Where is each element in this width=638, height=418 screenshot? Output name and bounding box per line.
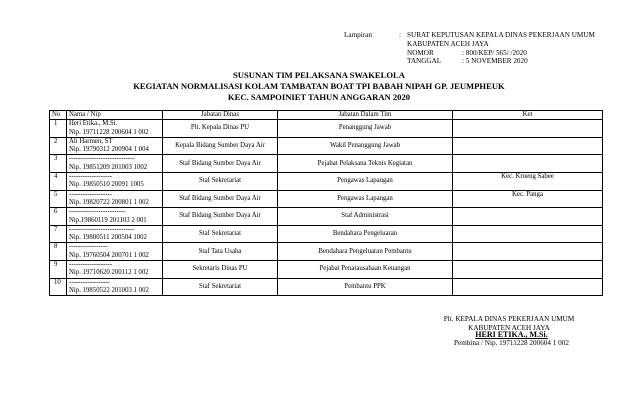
- signature-block: [424, 330, 599, 348]
- cell-no-text: 6: [54, 208, 58, 216]
- cell-no: [50, 261, 67, 279]
- cell-jabatan-tim-text: Pejabat Penatausahaan Keuangan: [319, 265, 411, 273]
- document-subtitle-2: KEC. SAMPOINIET TAHUN ANGGARAN 2020: [227, 92, 411, 102]
- table-row: [50, 225, 603, 243]
- cell-jabatan-tim: [278, 137, 453, 155]
- lampiran-block: [344, 31, 595, 66]
- cell-nama-nip-text-1: -----------------------------: [69, 225, 135, 233]
- cell-no-text: 10: [54, 278, 61, 286]
- cell-nama-nip: [67, 225, 163, 243]
- cell-no: [50, 173, 67, 191]
- cell-no-text: 5: [54, 190, 58, 198]
- cell-nama-nip: [67, 137, 163, 155]
- cell-no-text: 8: [54, 243, 58, 251]
- cell-nama-nip: [67, 208, 163, 226]
- cell-nama-nip-text-1: Heri Etika., M.Si.: [69, 120, 118, 128]
- cell-jabatan-dinas: [163, 137, 278, 155]
- table-header-row: [50, 111, 603, 120]
- cell-jabatan-dinas: [163, 278, 278, 296]
- cell-no-text: 1: [54, 120, 58, 128]
- signature-line1: Plt. KEPALA DINAS PEKERJAAN UMUM: [443, 315, 575, 323]
- table-row: [50, 190, 603, 208]
- table-row: [50, 155, 603, 173]
- cell-ket: [453, 225, 603, 243]
- cell-nama-nip: [67, 173, 163, 191]
- signature-line2: KABUPATEN ACEH JAYA: [468, 323, 550, 332]
- lampiran-separator: :: [399, 31, 401, 39]
- cell-jabatan-tim-text: Pengawas Lapangan: [337, 177, 393, 185]
- cell-jabatan-tim: [278, 190, 453, 208]
- cell-jabatan-tim-text: Pejabat Pelaksana Teknis Kegiatan: [317, 159, 413, 167]
- cell-jabatan-tim-text: Penanggung Jawab: [338, 124, 392, 132]
- cell-jabatan-tim: [278, 120, 453, 138]
- table-row: [50, 243, 603, 261]
- cell-jabatan-dinas: [163, 190, 278, 208]
- cell-jabatan-dinas: [163, 225, 278, 243]
- cell-jabatan-dinas: [163, 261, 278, 279]
- lampiran-title-line1: SURAT KEPUTUSAN KEPALA DINAS PEKERJAAN UMUM: [407, 31, 595, 39]
- header-nama: Nama / Nip: [67, 111, 163, 120]
- cell-jabatan-tim-text: Pembantu PPK: [344, 282, 386, 290]
- cell-nama-nip: [67, 278, 163, 296]
- nomor-label: NOMOR: [407, 48, 434, 57]
- cell-nama-nip-text-2: Nip. 19760504 200701 1 002: [69, 251, 149, 259]
- cell-jabatan-dinas-text: Plt. Kepala Dinas PU: [190, 124, 250, 132]
- cell-ket: [453, 243, 603, 261]
- header-jabatan-dinas: Jabatan Dinas: [163, 111, 278, 120]
- cell-no: [50, 190, 67, 208]
- cell-nama-nip-text-1: -----------------: [69, 243, 108, 251]
- cell-no-text: 3: [54, 155, 58, 163]
- table-body: [50, 120, 603, 296]
- cell-jabatan-tim-text: Staf Administrasi: [341, 212, 389, 220]
- cell-ket: [453, 173, 603, 191]
- document-title: SUSUNAN TIM PELAKSANA SWAKELOLA: [233, 70, 405, 80]
- cell-nama-nip-text-2: Nip. 19800511 200504 1002: [69, 234, 147, 242]
- table-row: [50, 278, 603, 296]
- cell-nama-nip: [67, 155, 163, 173]
- cell-nama-nip-text-2: Nip. 19711228 200604 1 002: [69, 128, 149, 136]
- cell-no: [50, 120, 67, 138]
- cell-no-text: 4: [54, 173, 58, 181]
- cell-jabatan-dinas-text: Staf Sekretariat: [198, 177, 242, 185]
- cell-no: [50, 208, 67, 226]
- cell-jabatan-dinas-text: Sekretaris Dinas PU: [192, 265, 248, 273]
- cell-jabatan-tim-text: Bendahara Pengeluaran: [332, 230, 398, 237]
- header-jabatan-tim: Jabatan Dalam Tim: [278, 111, 453, 120]
- cell-jabatan-dinas-text: Staf Sekretariat: [198, 282, 242, 290]
- cell-ket: [453, 261, 603, 279]
- cell-jabatan-dinas-text: Staf Tata Usaha: [198, 247, 242, 255]
- cell-ket-text: Kec. Krueng Sabee: [501, 173, 554, 181]
- cell-jabatan-tim-text: Pengawas Lapangan: [337, 194, 393, 202]
- header-ket: Ket: [453, 111, 603, 120]
- cell-nama-nip-text-2: Nip. 19850510 20091 1005: [69, 181, 144, 189]
- lampiran-title-line2: KABUPATEN ACEH JAYA: [407, 39, 489, 48]
- cell-no-text: 9: [54, 261, 58, 269]
- cell-no: [50, 243, 67, 261]
- cell-nama-nip-text-1: Ali Harmen, ST: [69, 137, 113, 145]
- nomor-value: : 800/KEP/ 565/ /2020: [462, 48, 527, 57]
- cell-nama-nip: [67, 261, 163, 279]
- cell-ket-text: Kec. Panga: [512, 190, 543, 198]
- cell-nama-nip-text-2: Nip. 19850522 201003 1 002: [69, 286, 149, 294]
- cell-jabatan-dinas-text: Staf Bidang Sumber Daya Air: [179, 194, 261, 202]
- cell-jabatan-dinas-text: Staf Bidang Sumber Daya Air: [179, 159, 261, 167]
- cell-no: [50, 137, 67, 155]
- cell-jabatan-tim: [278, 173, 453, 191]
- cell-jabatan-dinas-text: Staf Sekretariat: [198, 230, 242, 237]
- table-row: [50, 120, 603, 138]
- table-row: [50, 137, 603, 155]
- cell-nama-nip: [67, 190, 163, 208]
- cell-ket: [453, 278, 603, 296]
- cell-nama-nip-text-1: ------------------: [69, 278, 110, 286]
- cell-no-text: 2: [54, 137, 58, 145]
- cell-nama-nip-text-2: Nip. 19820722 200801 1 002: [69, 198, 149, 206]
- cell-no: [50, 155, 67, 173]
- cell-jabatan-dinas: [163, 120, 278, 138]
- cell-jabatan-tim: [278, 278, 453, 296]
- cell-nama-nip-text-2: Nip. 19710620 200112 1 002: [69, 269, 149, 277]
- cell-jabatan-tim-text: Wakil Penanggung Jawab: [329, 142, 401, 150]
- cell-jabatan-dinas: [163, 173, 278, 191]
- tanggal-label: TANGGAL: [407, 57, 442, 66]
- team-table: [49, 110, 603, 296]
- cell-ket: [453, 190, 603, 208]
- cell-no: [50, 278, 67, 296]
- cell-nama-nip-text-2: Nip.19860119 201103 2 001: [69, 216, 147, 224]
- cell-jabatan-dinas: [163, 155, 278, 173]
- signatory-name: HERI ETIKA., M.Si.: [475, 330, 548, 339]
- cell-ket: [453, 155, 603, 173]
- cell-jabatan-dinas: [163, 243, 278, 261]
- cell-ket: [453, 137, 603, 155]
- cell-nama-nip-text-1: -------------------------: [69, 208, 126, 216]
- cell-nama-nip-text-1: -------------------: [69, 190, 113, 198]
- header-no: No: [50, 111, 67, 120]
- cell-nama-nip: [67, 120, 163, 138]
- cell-ket: [453, 120, 603, 138]
- table-row: [50, 173, 603, 191]
- cell-nama-nip: [67, 243, 163, 261]
- cell-nama-nip-text-1: -------------------: [69, 261, 113, 269]
- cell-nama-nip-text-2: Nip. 19851209 201003 1002: [69, 163, 148, 171]
- cell-jabatan-tim-text: Bendahara Pengeluaran Pembantu: [318, 247, 412, 255]
- cell-jabatan-dinas-text: Kepala Bidang Sumber Daya Air: [175, 142, 265, 150]
- table-row: [50, 261, 603, 279]
- cell-jabatan-tim: [278, 261, 453, 279]
- cell-jabatan-dinas: [163, 208, 278, 226]
- document-subtitle: KEGIATAN NORMALISASI KOLAM TAMBATAN BOAT TPI BABAH NIPAH GP. JEUMPHEUK: [133, 81, 505, 91]
- cell-jabatan-dinas-text: Staf Bidang Sumber Daya Air: [179, 212, 261, 220]
- tanggal-value: : 5 NOVEMBER 2020: [462, 57, 528, 66]
- cell-nama-nip-text-1: -------------------: [69, 173, 113, 181]
- cell-jabatan-tim: [278, 225, 453, 243]
- lampiran-label: Lampiran: [344, 31, 372, 39]
- team-table-wrapper: [49, 110, 602, 296]
- cell-jabatan-tim: [278, 243, 453, 261]
- cell-jabatan-tim: [278, 155, 453, 173]
- cell-jabatan-tim: [278, 208, 453, 226]
- cell-nama-nip-text-2: Nip. 19790312 200904 1 004: [69, 146, 149, 154]
- cell-ket: [453, 208, 603, 226]
- cell-nama-nip-text-1: -----------------------------: [69, 155, 135, 163]
- cell-no: [50, 225, 67, 243]
- table-row: [50, 208, 603, 226]
- cell-no-text: 7: [54, 225, 58, 233]
- signatory-nip: Pembina / Nip. 19711228 200604 1 002: [454, 339, 569, 347]
